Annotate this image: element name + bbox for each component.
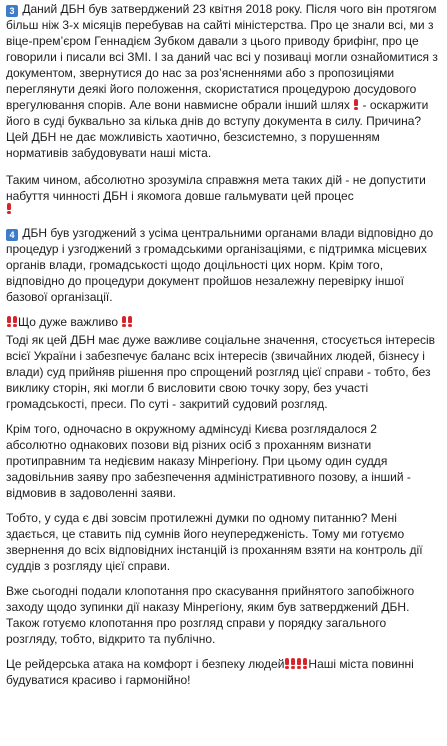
important-heading xyxy=(6,314,439,330)
paragraph-4-text: Тоді як цей ДБН має дуже важливе соціальне значення, стосується інтересів всієї України і забезпечує баланс всіх інтересів (звичайних людей, бізнесу і влади) суд прийняв рішення про спрощений розгляд цієї справи - тобто, без виклику сторін, які могли б висловити свою точку зору, без участі громадськості, преси. По суті - закритий судовий розгляд. xyxy=(6,333,436,411)
paragraph-7-text: Вже сьогодні подали клопотання про скасування прийнятого запобіжного заходу щодо зупинки дії наказу Мінрегіону, яким був затверджений ДБН. Також готуємо клопотання про розгляд справи у порядку загального розгляду, тобто, відкрито та публічно. xyxy=(6,584,415,646)
paragraph-6-text: Тобто, у суда є дві зовсім протилежні думки по одному питанню? Мені здається, це ставить під сумнів його неупередженість. Тому ми готуємо звернення до всіх відповідних інстанцій із проханням взяти на контроль дії суддів з розгляду цієї справи. xyxy=(6,511,423,573)
red-double-exclamation-icon-part xyxy=(128,316,132,327)
keycap-4-icon: 4 xyxy=(6,229,18,241)
paragraph-8-text-a: Це рейдерська атака на комфорт і безпеку людей xyxy=(6,657,285,671)
red-exclamation-icon xyxy=(7,203,11,214)
red-double-exclamation-icon xyxy=(7,316,11,327)
red-double-exclamation-icon-part xyxy=(13,316,17,327)
red-double-exclamation-icon xyxy=(297,658,301,669)
paragraph-5-text: Крім того, одночасно в окружному адмінсуді Києва розглядалося 2 абсолютно однакових позови від різних осіб з проханням визнати протиправним та недієвим наказу Мінрегіону. При цьому один суддя задовільнив заяву про забезпечення адміністративного позову, а інший - відмовив в задоволенні заяви. xyxy=(6,422,411,500)
red-double-exclamation-icon-part xyxy=(291,658,295,669)
paragraph-2 xyxy=(6,172,439,216)
red-exclamation-icon xyxy=(354,99,358,110)
red-double-exclamation-icon xyxy=(285,658,289,669)
paragraph-3 xyxy=(6,225,439,305)
paragraph-1-text-a: Даний ДБН був затверджений 23 квітня 2018 року. Після чого він протягом більш ніж 3-х місяців перебував на сайті міністерства. Про це знали всі, ми з віце-прем’єром Геннадієм Зубком давали з цього приводу брифінг, про це говорили і писали всі ЗМІ. І за даний час всі у позиваці могли ознайомитися з документом, звернутися до нас за роз’ясненнями або з пропозиціями переглянути деякі його положення, скористатися процедурою досудового врегулювання спорів. Але вони навмисне обрали інший шлях xyxy=(6,2,438,112)
paragraph-8 xyxy=(6,656,439,688)
paragraph-5 xyxy=(6,421,439,501)
paragraph-2-emoji-line xyxy=(6,202,439,216)
paragraph-1 xyxy=(6,1,439,161)
paragraph-2-text: Таким чином, абсолютно зрозуміла справжня мета таких дій - не допустити набуття чинності ДБН і якомога довше гальмувати цей процес xyxy=(6,173,426,203)
paragraph-6 xyxy=(6,510,439,574)
paragraph-3-text: ДБН був узгоджений з усіма центральними органами влади відповідно до процедур і узгоджений з громадськими організаціями, є підтримка місцевих органів влади, громадськості щодо доцільності цих норм. Крім того, відповідно до процедури документ пройшов незалежну перевірку іншої базової організації. xyxy=(6,226,434,304)
paragraph-1-text-b: - оскаржити його в суді буквально за кілька днів до вступу документа в силу. Причина? Цей ДБН не дає можливість хаотично, безсистемно, з порушенням нормативів забудовувати наші міста. xyxy=(6,98,429,160)
paragraph-8-text-b: Наші міста повинні будуватися красиво і гармонійно! xyxy=(6,657,414,687)
important-heading-text: Що дуже важливо xyxy=(18,315,118,329)
paragraph-7 xyxy=(6,583,439,647)
paragraph-4 xyxy=(6,314,439,412)
red-double-exclamation-icon-part xyxy=(303,658,307,669)
keycap-3-icon: 3 xyxy=(6,5,18,17)
red-double-exclamation-icon xyxy=(122,316,126,327)
